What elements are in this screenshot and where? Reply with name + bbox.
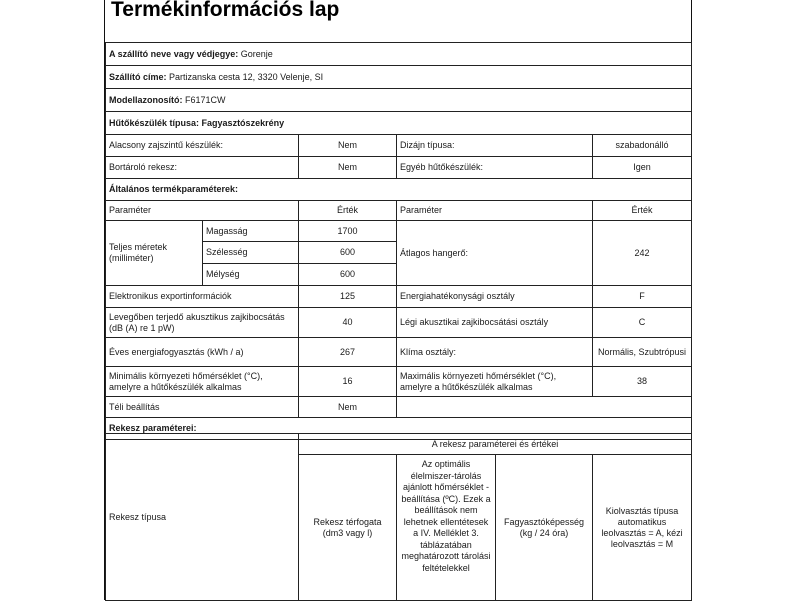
compartment-temp-header: Az optimális élelmiszer-tárolás ajánlott hőmérséklet -beállítása (ºC). Ezek a beállítások nem lehetnek ellentétesek a IV. Melléklet 3. táblázatában meghatározott tárolási feltételekkel — [397, 455, 496, 601]
table-row — [106, 397, 692, 418]
design-type-value: szabadonálló — [593, 135, 692, 157]
winter-label: Téli beállítás — [106, 397, 299, 418]
supplier-row — [106, 43, 692, 66]
compartment-type-label: Rekesz típusa — [106, 434, 299, 601]
min-temp-value: 16 — [299, 367, 397, 397]
low-noise-label: Alacsony zajszintű készülék: — [106, 135, 299, 157]
empty-cell — [397, 397, 692, 418]
height-label: Magasság — [203, 221, 299, 242]
design-type-label: Dizájn típusa: — [397, 135, 593, 157]
low-noise-value: Nem — [299, 135, 397, 157]
height-value: 1700 — [299, 221, 397, 242]
appliance-type-row — [106, 112, 692, 135]
max-temp-label: Maximális környezeti hőmérséklet (°C), amelyre a hűtőkészülék alkalmas — [397, 367, 593, 397]
other-appliance-label: Egyéb hűtőkészülék: — [397, 157, 593, 179]
other-appliance-value: Igen — [593, 157, 692, 179]
compartment-volume-header: Rekesz térfogata (dm3 vagy l) — [299, 455, 397, 601]
param-header-row — [106, 201, 692, 221]
compartment-defrost-header: Kiolvasztás típusa automatikus leolvasztás = A, kézi leolvasztás = M — [593, 455, 692, 601]
address-row — [106, 66, 692, 89]
param-header-1: Paraméter — [106, 201, 299, 221]
compartment-group-row — [106, 434, 692, 455]
winter-value: Nem — [299, 397, 397, 418]
compartment-table — [105, 433, 692, 601]
export-value: 125 — [299, 286, 397, 308]
energy-class-label: Energiahatékonysági osztály — [397, 286, 593, 308]
climate-class-label: Klíma osztály: — [397, 338, 593, 367]
appliance-type-value: Fagyasztószekrény — [201, 117, 285, 128]
grid-table — [105, 134, 692, 440]
width-label: Szélesség — [203, 242, 299, 264]
compartment-group-title: A rekesz paraméterei és értékei — [299, 434, 692, 455]
address-label: Szállító címe: — [109, 71, 167, 82]
table-row — [106, 308, 692, 338]
noise-class-label: Légi akusztikai zajkibocsátási osztály — [397, 308, 593, 338]
depth-label: Mélység — [203, 264, 299, 286]
general-header-row — [106, 179, 692, 201]
noise-value: 242 — [593, 221, 692, 286]
wine-value: Nem — [299, 157, 397, 179]
min-temp-label: Minimális környezeti hőmérséklet (°C), amelyre a hűtőkészülék alkalmas — [106, 367, 299, 397]
table-row — [106, 338, 692, 367]
page-title: Termékinformációs lap — [111, 0, 340, 21]
supplier-value: Gorenje — [240, 48, 273, 59]
appliance-type-label: Hűtőkészülék típusa: — [109, 117, 200, 128]
height-row — [106, 221, 692, 242]
supplier-label: A szállító neve vagy védjegye: — [109, 48, 239, 59]
noise-class-value: C — [593, 308, 692, 338]
table-row — [106, 286, 692, 308]
wine-label: Bortároló rekesz: — [106, 157, 299, 179]
climate-class-value: Normális, Szubtrópusi — [593, 338, 692, 367]
noise-label: Átlagos hangerő: — [397, 221, 593, 286]
product-information-sheet — [104, 0, 692, 600]
dimensions-label: Teljes méretek (milliméter) — [106, 221, 203, 286]
model-row — [106, 89, 692, 112]
compartment-freeze-header: Fagyasztóképesség (kg / 24 óra) — [496, 455, 593, 601]
export-label: Elektronikus exportinformációk — [106, 286, 299, 308]
param-header-2: Paraméter — [397, 201, 593, 221]
noise-emission-value: 40 — [299, 308, 397, 338]
table-row — [106, 157, 692, 179]
width-value: 600 — [299, 242, 397, 264]
table-row — [106, 367, 692, 397]
noise-emission-label: Levegőben terjedő akusztikus zajkibocsátás (dB (A) re 1 pW) — [106, 308, 299, 338]
general-params-heading: Általános termékparaméterek: — [106, 179, 692, 201]
compartment-params-heading: Rekesz paraméterei: — [106, 418, 692, 440]
model-label: Modellazonosító: — [109, 94, 183, 105]
energy-consumption-value: 267 — [299, 338, 397, 367]
energy-consumption-label: Éves energiafogyasztás (kWh / a) — [106, 338, 299, 367]
value-header-1: Érték — [299, 201, 397, 221]
depth-value: 600 — [299, 264, 397, 286]
address-value: Partizanska cesta 12, 3320 Velenje, SI — [169, 71, 324, 82]
header-info-table — [105, 42, 692, 135]
energy-class-value: F — [593, 286, 692, 308]
model-value: F6171CW — [185, 94, 226, 105]
max-temp-value: 38 — [593, 367, 692, 397]
value-header-2: Érték — [593, 201, 692, 221]
table-row — [106, 135, 692, 157]
